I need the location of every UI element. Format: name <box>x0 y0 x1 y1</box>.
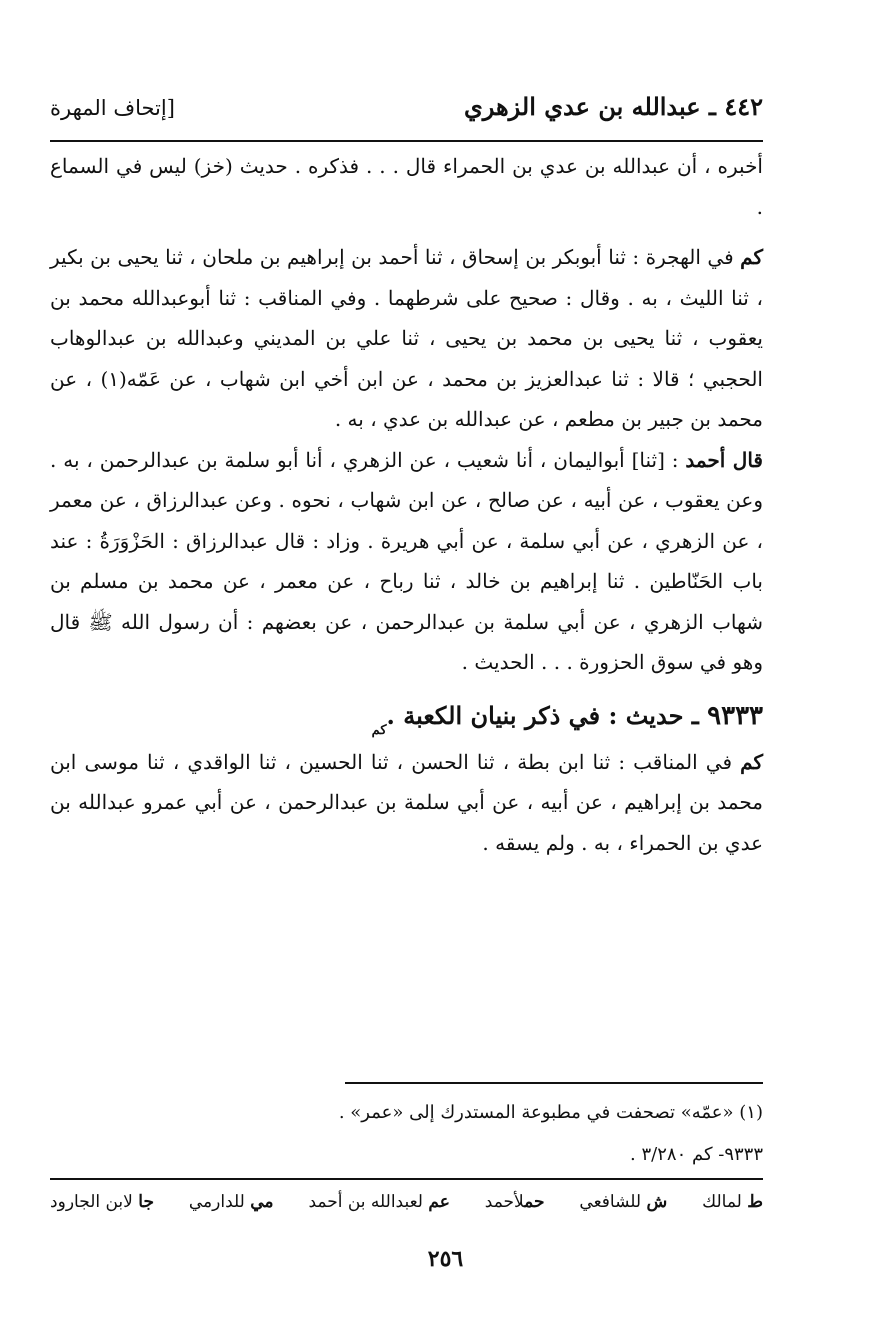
paragraph-3 <box>50 440 763 683</box>
hadith-title: ـ حديث : في ذكر بنيان الكعبة . <box>386 700 708 730</box>
hadith-heading <box>50 695 763 742</box>
hadith-source-sub: كم <box>371 722 387 738</box>
paragraph-4 <box>50 742 763 864</box>
abbr-item: ش للشافعي <box>579 1192 668 1212</box>
source-name: قال أحمد <box>685 447 763 472</box>
paragraph-3-text: : [ثنا] أبواليمان ، أنا شعيب ، عن الزهري ، أنا أبو سلمة بن عبدالرحمن ، به . وعن يعقوب ، عن أبيه ، عن صالح ، عن ابن شهاب ، نحوه . وعن عبدالرزاق ، عن معمر ، عن الزهري ، عن أبي سلمة ، عن أبي هريرة . وزاد : قال عبدالرزاق : الحَزْوَرَةُ : عند باب الحَنّاطين . ثنا إبراهيم بن خالد ، ثنا رباح ، عن معمر ، عن محمد بن مسلم بن شهاب الزهري ، عن أبي سلمة بن عبدالرحمن ، عن بعضهم : أن رسول الله ﷺ قال وهو في سوق الحزورة . . . الحديث . <box>50 447 763 674</box>
abbr-item: مي للدارمي <box>188 1192 274 1212</box>
paragraph-1: أخبره ، أن عبدالله بن عدي بن الحمراء قال . . . فذكره . حديث (خز) ليس في السماع . <box>50 154 763 219</box>
footnotes <box>50 1092 763 1176</box>
paragraph-2 <box>50 237 763 440</box>
source-code: كم <box>740 245 763 269</box>
paragraph-4-text: في المناقب : ثنا ابن بطة ، ثنا الحسن ، ثنا الحسين ، ثنا الواقدي ، ثنا موسى ابن محمد بن إبراهيم ، عن أبيه ، عن أبي سلمة بن عبدالرحمن ، عن أبي عمرو عبدالله بن عدي بن الحمراء ، به . ولم يسقه . <box>50 749 763 855</box>
footnote-1: (١) «عمّه» تصحفت في مطبوعة المستدرك إلى «عمر» . <box>338 1102 763 1123</box>
abbr-item: حملأحمد <box>484 1192 545 1212</box>
running-header <box>50 92 763 121</box>
abbreviations-rule <box>50 1178 763 1180</box>
header-book-name: [إتحاف المهرة <box>50 96 175 120</box>
header-rule <box>50 140 763 142</box>
hadith-number: ٩٣٣٣ <box>707 700 763 731</box>
abbreviations-key <box>50 1192 763 1212</box>
footnote-rule <box>345 1082 763 1084</box>
page-number: ٢٥٦ <box>427 1246 464 1272</box>
abbr-item: عم لعبدالله بن أحمد <box>308 1192 450 1212</box>
paragraph-2-text: في الهجرة : ثنا أبوبكر بن إسحاق ، ثنا أحمد بن إبراهيم بن ملحان ، ثنا يحيى بن بكير ، ثنا الليث ، به . وقال : صحيح على شرطهما . وفي المناقب : ثنا أبوعبدالله محمد بن يعقوب ، ثنا يحيى بن محمد بن يحيى ، ثنا علي بن المديني وعبدالله بن عبدالوهاب الحجبي ؛ قالا : ثنا عبدالعزيز بن محمد ، عن ابن أخي ابن شهاب ، عن عَمّه(١) ، عن محمد بن جبير بن مطعم ، عن عبدالله بن عدي ، به . <box>50 245 764 431</box>
footnote-2: ٩٣٣٣- كم ٣/٢٨٠ . <box>630 1144 763 1165</box>
abbr-item: ط لمالك <box>702 1192 763 1212</box>
abbr-item: جا لابن الجارود <box>50 1192 154 1212</box>
main-text <box>50 146 763 863</box>
header-title: ٤٤٢ ـ عبدالله بن عدي الزهري <box>464 92 763 121</box>
source-code: كم <box>740 749 763 774</box>
